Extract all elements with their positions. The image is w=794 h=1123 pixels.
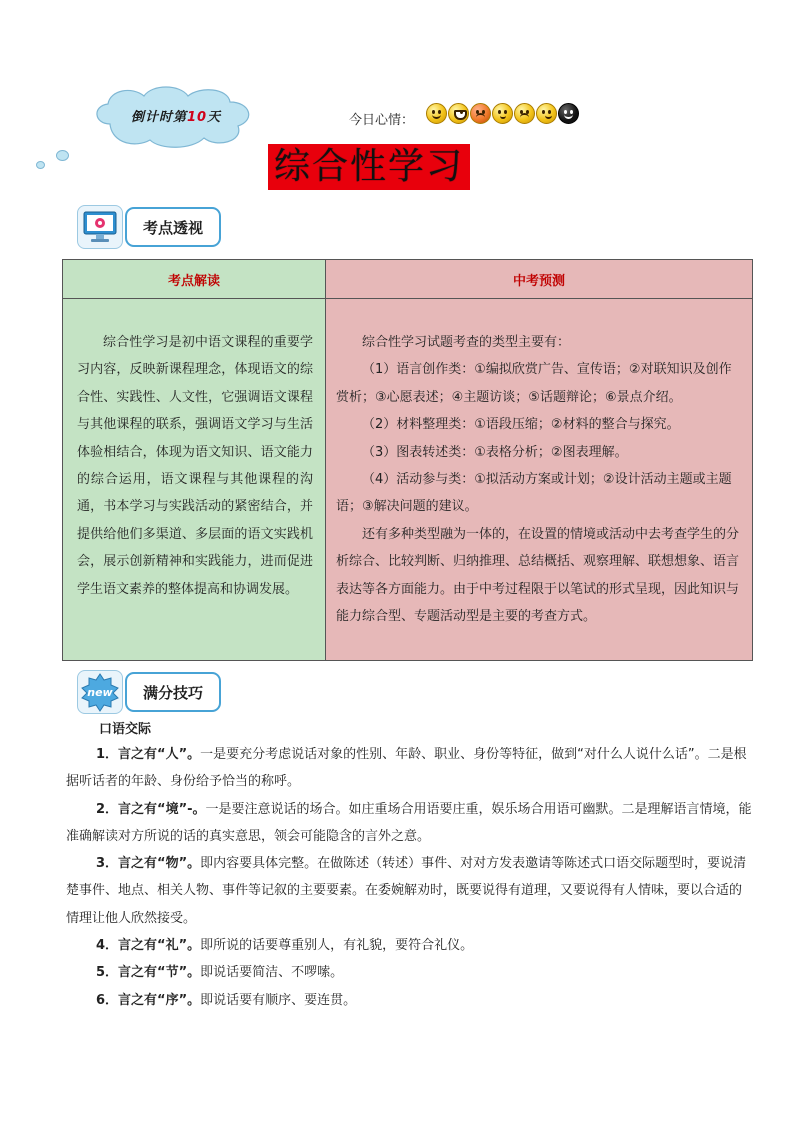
- table-header-prediction: 中考预测: [326, 260, 753, 299]
- prediction-paragraph: （1）语言创作类：①编拟欣赏广告、宣传语；②对联知识及创作赏析；③心愿表述；④主题访谈；⑤话题辩论；⑥景点介绍。: [336, 362, 732, 405]
- tip-item: 5．言之有“节”。即说话要简洁、不啰嗦。: [96, 965, 344, 981]
- tip-item: 4．言之有“礼”。即所说的话要尊重别人，有礼貌，要符合礼仪。: [96, 938, 474, 954]
- section-header-exam-points: 考点透视: [125, 207, 221, 247]
- tip-item: 3．言之有“物”。即内容要具体完整。在做陈述（转述）事件、对对方发表邀请等陈述式口语交际题型时，要说清楚事件、地点、相关人物、事件等记叙的主要要素。在委婉解劝时，既要说得有道理，又要说得有人情味，要以合适的情理让他人欣然接受。: [66, 856, 747, 926]
- mood-emoji-row: [426, 103, 579, 124]
- tip-item: 1．言之有“人”。一是要充分考虑说话对象的性别、年龄、职业、身份等特征，做到“对什么人说什么话”。二是根据听话者的年龄、身份给予恰当的称呼。: [66, 747, 747, 790]
- prediction-paragraph: 还有多种类型融为一体的，在设置的情境或活动中去考查学生的分析综合、比较判断、归纳推理、总结概括、观察理解、联想想象、语言表达等各方面能力。由于中考过程限于以笔试的形式呈现，因此知识与能力综合型、专题活动型是主要的考查方式。: [336, 526, 740, 625]
- smirk-icon: [536, 103, 557, 124]
- smile-icon: [426, 103, 447, 124]
- mood-label: 今日心情：: [349, 113, 415, 128]
- analysis-text: 综合性学习是初中语文课程的重要学习内容，反映新课程理念，体现语文的综合性、实践性、人文性，它强调语文课程与其他课程的联系，强调语文学习与生活体验相结合，体现为语文知识、语文能力的综合运用，语文课程与其他课程的沟通，书本学习与实践活动的紧密结合，并提供给他们多渠道、多层面的语文实践机会，展示创新精神和实践能力，进而促进学生语文素养的整体提高和协调发展。: [77, 335, 313, 597]
- prediction-paragraph: （2）材料整理类：①语段压缩；②材料的整合与探究。: [362, 417, 680, 433]
- section-header-tips: 满分技巧: [125, 672, 221, 712]
- tips-subtitle: 口语交际: [99, 722, 152, 737]
- tip-item: 2．言之有“境”-。一是要注意说话的场合。如庄重场合用语要庄重，娱乐场合用语可幽默。二是理解语言情境，能准确解读对方所说的话的真实意思，领会可能隐含的言外之意。: [66, 801, 752, 844]
- crying-icon: [514, 103, 535, 124]
- page-title-banner: [268, 144, 470, 190]
- monitor-gear-icon: [77, 205, 123, 249]
- exam-analysis-table: [62, 259, 753, 661]
- tips-content: [66, 719, 752, 1014]
- countdown-text: 倒计时第10天: [131, 110, 222, 125]
- cloud-bubble: [56, 150, 69, 161]
- prediction-paragraph: （4）活动参与类：①拟活动方案或计划；②设计活动主题或主题语；③解决问题的建议。: [336, 472, 732, 515]
- svg-text:new: new: [87, 686, 113, 699]
- black-face-icon: [558, 103, 579, 124]
- prediction-paragraph: （3）图表转述类：①表格分析；②图表理解。: [362, 444, 628, 460]
- prediction-text: [326, 299, 752, 630]
- prediction-paragraph: 综合性学习试题考查的类型主要有：: [362, 335, 571, 350]
- prediction-cell: [326, 299, 753, 661]
- tip-item: 6．言之有“序”。即说话要有顺序、要连贯。: [96, 992, 357, 1008]
- angry-icon: [470, 103, 491, 124]
- thinking-icon: [492, 103, 513, 124]
- page-title: 综合性学习: [273, 146, 464, 187]
- cloud-bubble: [36, 161, 45, 169]
- grin-icon: [448, 103, 469, 124]
- new-badge-icon: [77, 670, 123, 714]
- table-header-analysis: 考点解读: [63, 260, 326, 299]
- analysis-cell: [63, 299, 326, 661]
